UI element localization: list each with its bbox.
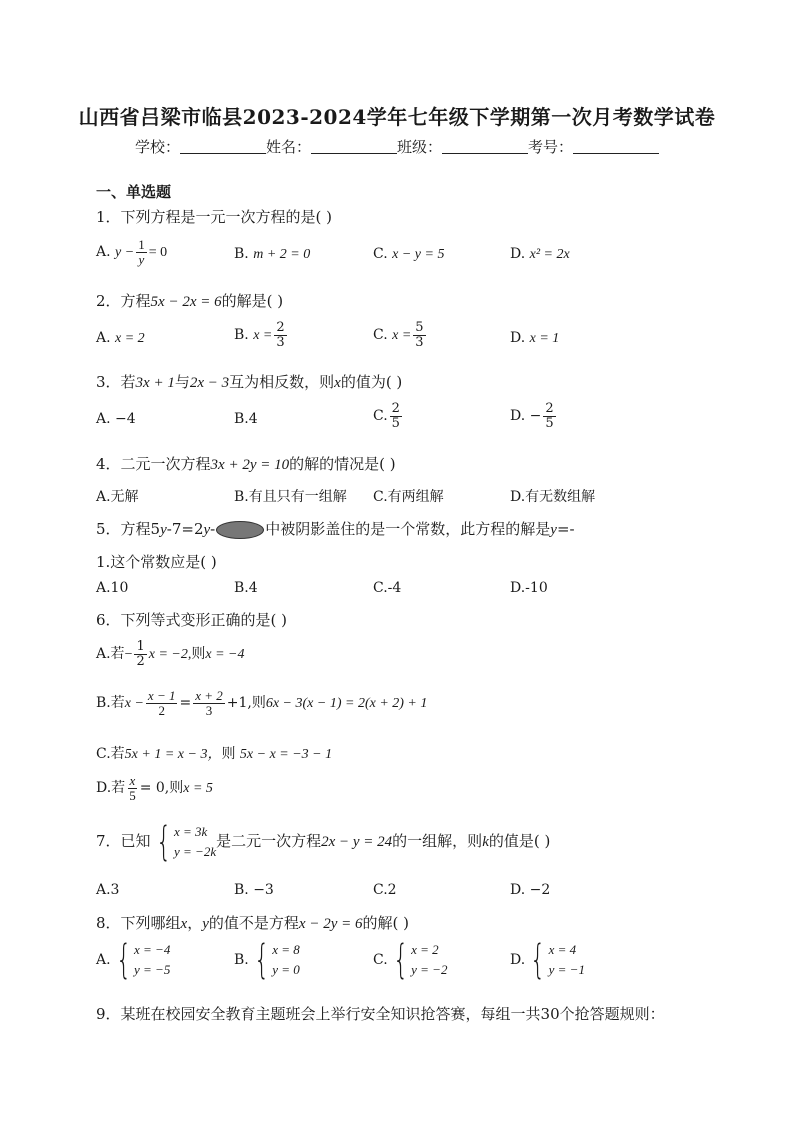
school-blank (180, 139, 266, 154)
q6-option-d: D.若 $\frac{x}{5}$ = 0,则x = 5 (96, 773, 213, 803)
q6-option-b: B.若x − $\frac{x - 1}{2}$ = $\frac{x + 2}{3}$ +1,则6x − 3(x − 1) = 2(x + 2) + 1 (96, 688, 428, 718)
q4-option-c: C.有两组解 (373, 489, 444, 505)
q3-option-d: D. − $\frac{2}{5}$ (510, 401, 554, 431)
q7-option-d: D. −2 (510, 882, 551, 898)
q4-option-a: A.无解 (96, 489, 139, 505)
question-2-stem: 2．方程5x − 2x = 6的解是( ) (96, 292, 284, 310)
class-blank (442, 139, 528, 154)
question-5-line-2: 1.这个常数应是( ) (96, 553, 217, 571)
q2-option-b: B. x = $\frac{2}{3}$ (234, 320, 285, 350)
q6-option-c: C.若5x + 1 = x − 3，则 5x − x = −3 − 1 (96, 746, 333, 762)
q5-option-b: B.4 (234, 580, 258, 596)
q5-option-c: C.-4 (373, 580, 402, 596)
q8-option-b: B. { x = 8 y = 0 (234, 937, 300, 984)
q2-option-d: D. x = 1 (510, 330, 560, 346)
q4-option-b: B.有且只有一组解 (234, 489, 347, 505)
school-label: 学校： (134, 138, 180, 156)
class-label: 班级： (397, 138, 443, 156)
question-9-stem: 9．某班在校园安全教育主题班会上举行安全知识抢答赛，每组一共30个抢答题规则： (96, 1005, 665, 1023)
student-info-line (0, 136, 794, 157)
q1-option-a: A. y − $\frac{1}{y}$ = 0 (96, 237, 168, 267)
question-7-stem: 7．已知 { x = 3k y = −2k 是二元一次方程2x − y = 24的一组解，则k的值是( ) (96, 819, 551, 866)
q3-option-c: C. $\frac{2}{5}$ (373, 401, 400, 431)
shaded-blob-icon (216, 521, 264, 539)
q1-option-b: B. m + 2 = 0 (234, 246, 311, 262)
q4-option-d: D.有无数组解 (510, 489, 596, 505)
q8-option-a: A. { x = −4 y = −5 (96, 937, 171, 984)
q5-option-d: D.-10 (510, 580, 548, 596)
question-3-stem: 3．若3x + 1与2x − 3互为相反数，则x的值为( ) (96, 373, 403, 391)
question-8-stem: 8．下列哪组x，y的值不是方程x − 2y = 6的解( ) (96, 914, 409, 932)
section-heading: 一、单选题 (96, 183, 172, 201)
q1-option-d: D. x² = 2x (510, 246, 570, 262)
page-title: 山西省吕梁市临县2023-2024学年七年级下学期第一次月考数学试卷 (78, 105, 716, 129)
q5-option-a: A.10 (96, 580, 129, 596)
exam-no-label: 考号： (528, 138, 574, 156)
name-label: 姓名： (265, 138, 311, 156)
q6-option-a: A.若− $\frac{1}{2}$ x = −2,则x = −4 (96, 639, 245, 669)
question-4-stem: 4．二元一次方程3x + 2y = 10的解的情况是( ) (96, 455, 396, 473)
q7-option-b: B. −3 (234, 882, 274, 898)
q3-option-a: A. −4 (96, 411, 136, 427)
q7-equation-system: { x = 3k y = −2k (155, 819, 217, 866)
q2-option-c: C. x = $\frac{5}{3}$ (373, 320, 424, 350)
exam-no-blank (573, 139, 659, 154)
q8-option-c: C. { x = 2 y = −2 (373, 937, 448, 984)
question-1-stem: 1．下列方程是一元一次方程的是( ) (96, 208, 333, 226)
q7-option-c: C.2 (373, 882, 397, 898)
q2-option-a: A. x = 2 (96, 330, 145, 346)
question-5-stem: 5．方程5y-7=2y- 中被阴影盖住的是一个常数，此方程的解是y=- (96, 520, 575, 538)
name-blank (311, 139, 397, 154)
q1-option-c: C. x − y = 5 (373, 246, 445, 262)
q3-option-b: B.4 (234, 411, 258, 427)
q8-option-d: D. { x = 4 y = −1 (510, 937, 585, 984)
q7-option-a: A.3 (96, 882, 120, 898)
question-6-stem: 6．下列等式变形正确的是( ) (96, 611, 288, 629)
